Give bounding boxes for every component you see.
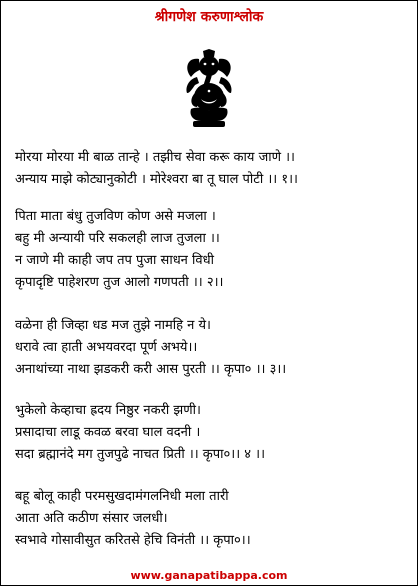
verse-line: सदा ब्रह्मानंदे मग तुजपुढे नाचत प्रिती ।। कृपा०।। ४ ।। [15, 447, 266, 462]
website-link[interactable]: www.ganapatibappa.com [130, 569, 288, 582]
verse-line: कृपादृष्टि पाहेशरण तुज आलो गणपती ।। २।। [15, 275, 224, 290]
verse-line: पिता माता बंधु तुजविण कोण असे मजला । [15, 209, 216, 224]
verse-line: स्वभावे गोसावीसुत करितसे हेचि विनंती ।। कृपा०।। [15, 533, 251, 548]
verse-line: न जाणे मी काही जप तप पुजा साधन विधी [15, 253, 214, 268]
verse-line: धरावे त्वा हाती अभयवरदा पूर्ण अभये।। [15, 340, 198, 355]
verse-line: बहु मी अन्यायी परि सकलही लाज तुजला ।। [15, 231, 220, 246]
ganesha-silhouette-icon [181, 49, 237, 129]
verse-line: बहू बोलू काही परमसुखदामंगलनिधी मला तारी [15, 489, 229, 504]
stanza-2 [15, 206, 411, 294]
stanza-3 [15, 315, 411, 381]
verse-line: वळेना ही जिव्हा धड मज तुझे नामहि न ये। [15, 318, 211, 333]
verse-line: मोरया मोरया मी बाळ तान्हे । तझीच सेवा करू काय जाणे ।। [15, 150, 295, 165]
stanza-4 [15, 400, 411, 466]
verse-line: अन्याय माझे कोट्यानुकोटी । मोरेश्वरा बा तू घाल पोटी ।। १।। [15, 172, 298, 187]
verse-line: आता अति कठीण संसार जलधी। [15, 511, 168, 526]
stanza-5 [15, 486, 411, 552]
verse-line: भुकेलो केव्हाचा ह्रदय निष्ठुर नकरी झणी। [15, 403, 201, 418]
page-title: श्रीगणेश करुणाश्लोक [154, 9, 264, 25]
stanza-1 [15, 147, 411, 191]
verse-line: अनाथांच्या नाथा झडकरी करी आस पुरती ।। कृपा० ।। ३।। [15, 362, 287, 377]
verse-line: प्रसादाचा लाडू कवळ बरवा घाल वदनी । [15, 425, 201, 440]
